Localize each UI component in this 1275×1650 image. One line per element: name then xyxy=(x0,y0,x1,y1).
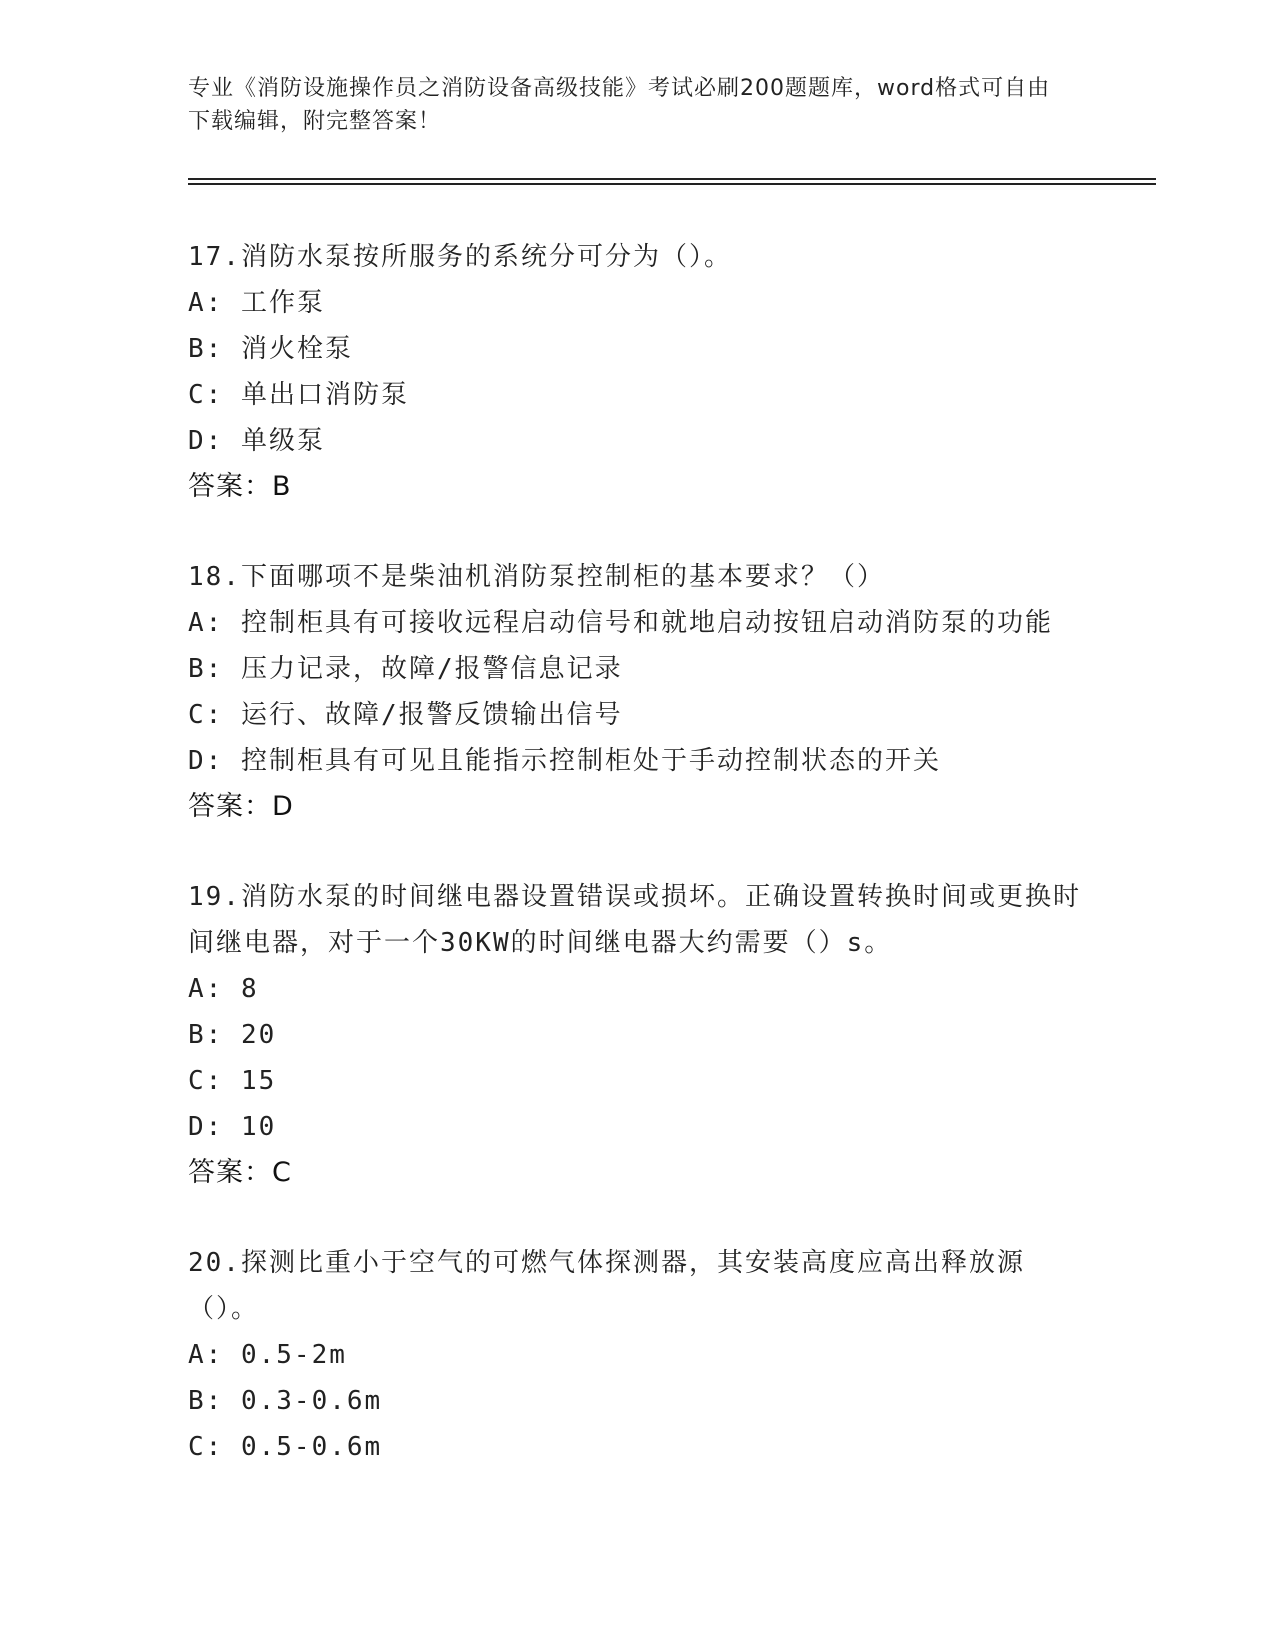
option-b: B: 消火栓泵 xyxy=(188,334,353,364)
option-b: B: 0.3-0.6m xyxy=(188,1386,383,1416)
option-c: C: 运行、故障/报警反馈输出信号 xyxy=(188,700,623,730)
option-d: D: 单级泵 xyxy=(188,426,325,456)
option-c: C: 15 xyxy=(188,1066,277,1096)
option-a: A: 工作泵 xyxy=(188,288,325,318)
option-a: A: 8 xyxy=(188,974,259,1004)
option-c: C: 0.5-0.6m xyxy=(188,1432,383,1462)
question-stem: 17.消防水泵按所服务的系统分可分为（）。 xyxy=(188,242,732,272)
answer-label: 答案：B xyxy=(188,471,292,502)
question-17 xyxy=(188,234,1088,510)
option-c: C: 单出口消防泵 xyxy=(188,380,409,410)
question-20 xyxy=(188,1240,1088,1470)
option-a: A: 控制柜具有可接收远程启动信号和就地启动按钮启动消防泵的功能 xyxy=(188,608,1053,638)
question-stem: 19.消防水泵的时间继电器设置错误或损坏。正确设置转换时间或更换时间继电器，对于一个30KW的时间继电器大约需要（）s。 xyxy=(188,882,1081,958)
option-a: A: 0.5-2m xyxy=(188,1340,347,1370)
question-stem: 20.探测比重小于空气的可燃气体探测器，其安装高度应高出释放源（）。 xyxy=(188,1248,1025,1324)
answer-label: 答案：C xyxy=(188,1157,292,1188)
document-header: 专业《消防设施操作员之消防设备高级技能》考试必刷200题题库，word格式可自由下载编辑，附完整答案！ xyxy=(188,76,1051,134)
question-stem: 18.下面哪项不是柴油机消防泵控制柜的基本要求？（） xyxy=(188,562,885,592)
option-b: B: 20 xyxy=(188,1020,277,1050)
header-divider-bottom xyxy=(188,183,1156,185)
option-d: D: 10 xyxy=(188,1112,277,1142)
question-18 xyxy=(188,554,1088,830)
option-d: D: 控制柜具有可见且能指示控制柜处于手动控制状态的开关 xyxy=(188,746,941,776)
question-19 xyxy=(188,874,1088,1196)
header-divider-top xyxy=(188,178,1156,180)
answer-label: 答案：D xyxy=(188,791,294,822)
option-b: B: 压力记录，故障/报警信息记录 xyxy=(188,654,623,684)
